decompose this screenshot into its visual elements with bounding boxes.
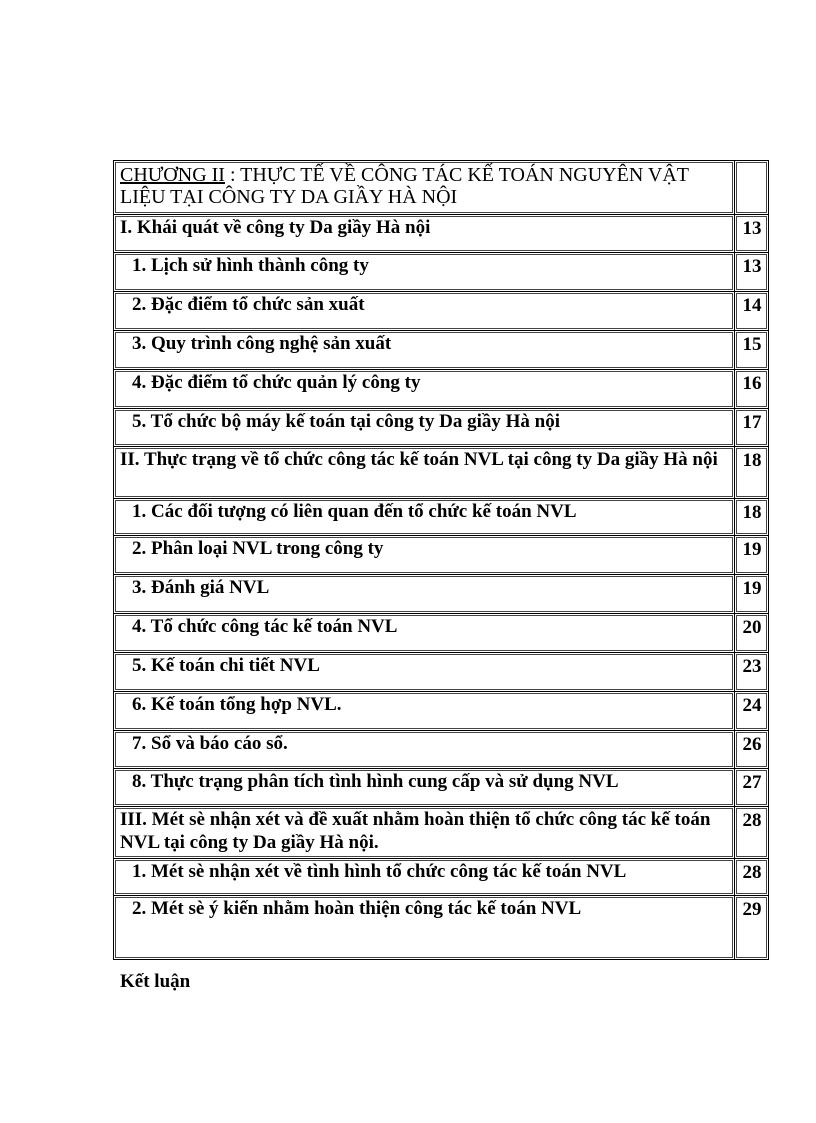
chapter-row [114, 161, 769, 215]
chapter-page [735, 161, 769, 215]
toc-page-number: 18 [735, 447, 769, 499]
chapter-label: CHƯƠNG II [120, 164, 225, 186]
chapter-title [114, 161, 735, 215]
toc-page-number: 13 [735, 215, 769, 253]
toc-page-number: 19 [735, 575, 769, 614]
chapter-title-text: : THỰC TẾ VỀ CÔNG TÁC KẾ TOÁN NGUYÊN VẬT LIỆU TẠI CÔNG TY DA GIẦY HÀ NỘI [120, 164, 689, 208]
toc-page-number: 19 [735, 536, 769, 575]
toc-page-number: 18 [735, 499, 769, 536]
toc-page-number: 15 [735, 331, 769, 370]
toc-row [114, 859, 769, 896]
toc-row [114, 499, 769, 536]
toc-page-number: 28 [735, 807, 769, 859]
toc-row [114, 331, 769, 370]
toc-row [114, 253, 769, 292]
toc-page-number: 24 [735, 692, 769, 731]
toc-entry: 2. Đặc điểm tổ chức sản xuất [114, 292, 735, 331]
toc-row [114, 769, 769, 807]
toc-row [114, 731, 769, 769]
toc-page-number: 17 [735, 409, 769, 447]
toc-entry: 2. Mét sè ý kiến nhằm hoàn thiện công tác kế toán NVL [114, 896, 735, 960]
toc-row [114, 370, 769, 409]
toc-row [114, 896, 769, 960]
toc-row [114, 653, 769, 692]
toc-entry: 4. Tổ chức công tác kế toán NVL [114, 614, 735, 653]
toc-entry: I. Khái quát về công ty Da giầy Hà nội [114, 215, 735, 253]
toc-page-number: 14 [735, 292, 769, 331]
toc-entry: III. Mét sè nhận xét và đề xuất nhằm hoàn thiện tổ chức công tác kế toán NVL tại công ty Da giầy Hà nội. [114, 807, 735, 859]
toc-page-number: 16 [735, 370, 769, 409]
toc-entry: 5. Kế toán chi tiết NVL [114, 653, 735, 692]
toc-page-number: 27 [735, 769, 769, 807]
toc-entry: 5. Tổ chức bộ máy kế toán tại công ty Da giầy Hà nội [114, 409, 735, 447]
toc-page-number: 29 [735, 896, 769, 960]
toc-entry: 8. Thực trạng phân tích tình hình cung cấp và sử dụng NVL [114, 769, 735, 807]
toc-page-number: 23 [735, 653, 769, 692]
toc-entry: 4. Đặc điểm tổ chức quản lý công ty [114, 370, 735, 409]
toc-row [114, 409, 769, 447]
toc-row [114, 575, 769, 614]
table-of-contents [113, 160, 769, 960]
toc-row [114, 292, 769, 331]
toc-page-number: 20 [735, 614, 769, 653]
toc-row [114, 536, 769, 575]
toc-entry: 2. Phân loại NVL trong công ty [114, 536, 735, 575]
toc-row-section-1 [114, 215, 769, 253]
toc-page-number: 26 [735, 731, 769, 769]
toc-row-section-2 [114, 447, 769, 499]
toc-entry: 3. Quy trình công nghệ sản xuất [114, 331, 735, 370]
conclusion-heading: Kết luận [120, 971, 191, 992]
toc-entry: 3. Đánh giá NVL [114, 575, 735, 614]
toc-entry: II. Thực trạng về tổ chức công tác kế toán NVL tại công ty Da giầy Hà nội [114, 447, 735, 499]
toc-entry: 1. Mét sè nhận xét về tình hình tổ chức công tác kế toán NVL [114, 859, 735, 896]
toc-entry: 1. Các đối tượng có liên quan đến tổ chức kế toán NVL [114, 499, 735, 536]
toc-page-number: 28 [735, 859, 769, 896]
toc-entry: 7. Sổ và báo cáo sổ. [114, 731, 735, 769]
toc-entry: 1. Lịch sử hình thành công ty [114, 253, 735, 292]
toc-row-section-3 [114, 807, 769, 859]
toc-entry: 6. Kế toán tổng hợp NVL. [114, 692, 735, 731]
toc-row [114, 692, 769, 731]
toc-row [114, 614, 769, 653]
toc-page-number: 13 [735, 253, 769, 292]
